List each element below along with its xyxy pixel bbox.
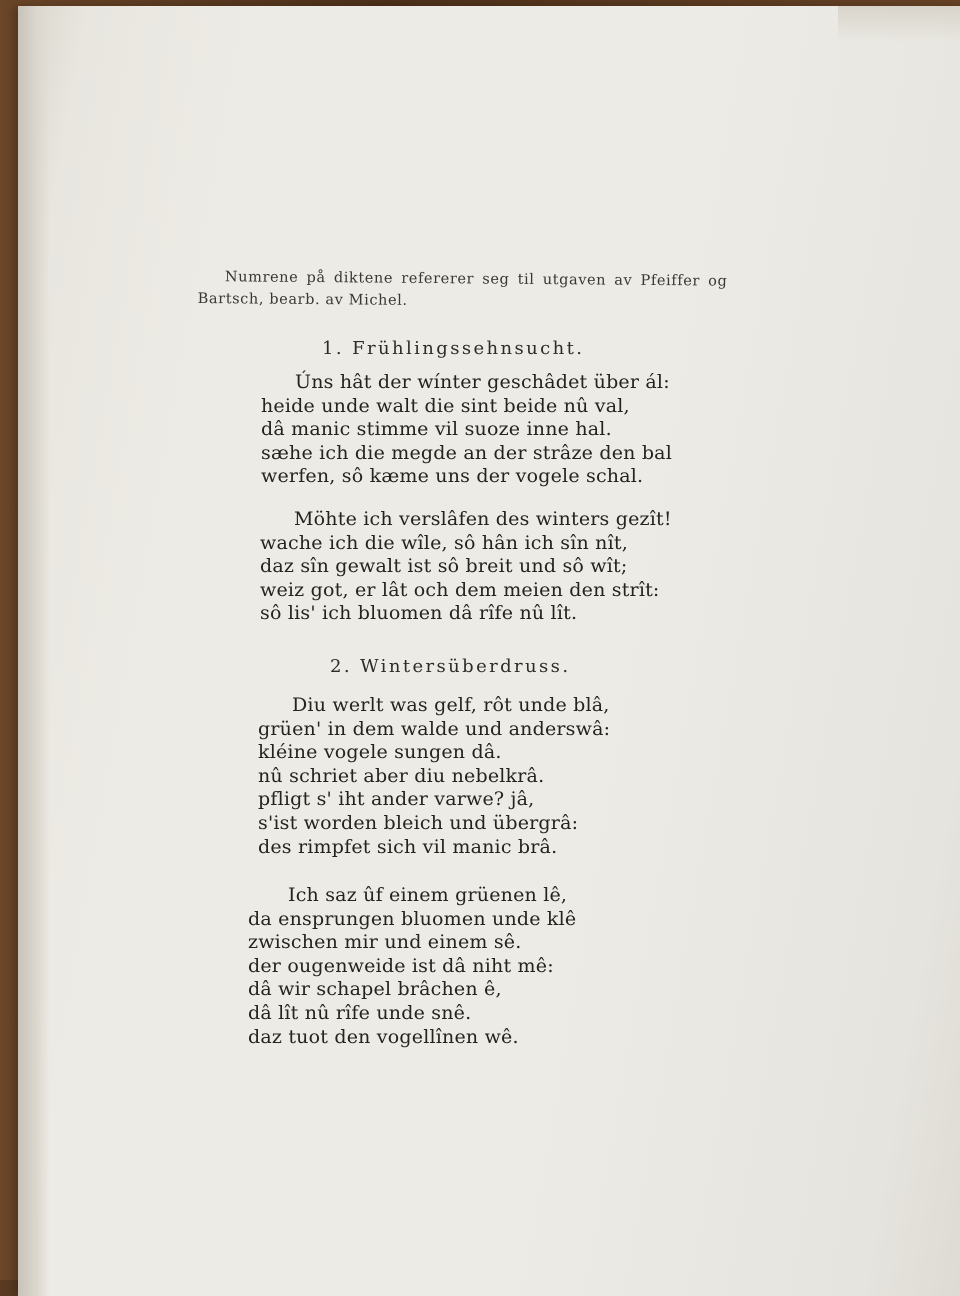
verse-line: da ensprungen bluomen unde klê: [248, 907, 577, 930]
verse-line: grüen' in dem walde und anderswâ:: [258, 717, 611, 740]
poem-1-stanza-1: [261, 371, 672, 489]
verse-line: der ougenweide ist dâ niht mê:: [248, 954, 554, 977]
verse-line: Úns hât der wínter geschâdet über ál:: [295, 371, 670, 393]
edition-note: [198, 266, 758, 315]
verse-line: weiz got, er lât och dem meien den strît:: [260, 578, 660, 601]
verse-line: Diu werlt was gelf, rôt unde blâ,: [292, 694, 610, 716]
poem-2-stanza-1: [258, 694, 610, 859]
verse-line: nû schriet aber diu nebelkrâ.: [258, 764, 545, 787]
poem-2-stanza-2: [248, 884, 576, 1049]
verse-line: daz tuot den vogellînen wê.: [248, 1025, 519, 1048]
poem-2-heading: 2. Wintersüberdruss.: [330, 656, 571, 677]
verse-line: Ich saz ûf einem grüenen lê,: [288, 884, 568, 906]
verse-line: dâ manic stimme vil suoze inne hal.: [261, 418, 612, 441]
verse-line: dâ lît nû rîfe unde snê.: [248, 1001, 472, 1024]
poem-1-heading: 1. Frühlingssehnsucht.: [322, 338, 585, 359]
verse-line: kléine vogele sungen dâ.: [258, 741, 502, 764]
verse-line: s'ist worden bleich und übergrâ:: [258, 811, 579, 834]
verse-line: wache ich die wîle, sô hân ich sîn nît,: [260, 531, 628, 554]
verse-line: Möhte ich verslâfen des winters gezît!: [294, 508, 672, 530]
verse-line: pfligt s' iht ander varwe? jâ,: [258, 788, 535, 811]
poem-1-stanza-2: [260, 508, 672, 626]
verse-line: sæhe ich die megde an der strâze den bal: [261, 441, 672, 464]
verse-line: heide unde walt die sint beide nû val,: [261, 394, 630, 417]
verse-line: dâ wir schapel brâchen ê,: [248, 978, 502, 1001]
verse-line: des rimpfet sich vil manic brâ.: [258, 835, 558, 858]
verse-line: zwischen mir und einem sê.: [248, 931, 522, 954]
edition-note-line-1: Numrene på diktene refererer seg til utgaven av Pfeiffer og: [224, 269, 728, 290]
verse-line: daz sîn gewalt ist sô breit und sô wît;: [260, 555, 628, 578]
edition-note-line-2: Bartsch, bearb. av Michel.: [197, 290, 408, 309]
verse-line: werfen, sô kæme uns der vogele schal.: [261, 465, 644, 488]
verse-line: sô lis' ich bluomen dâ rîfe nû lît.: [260, 602, 578, 625]
